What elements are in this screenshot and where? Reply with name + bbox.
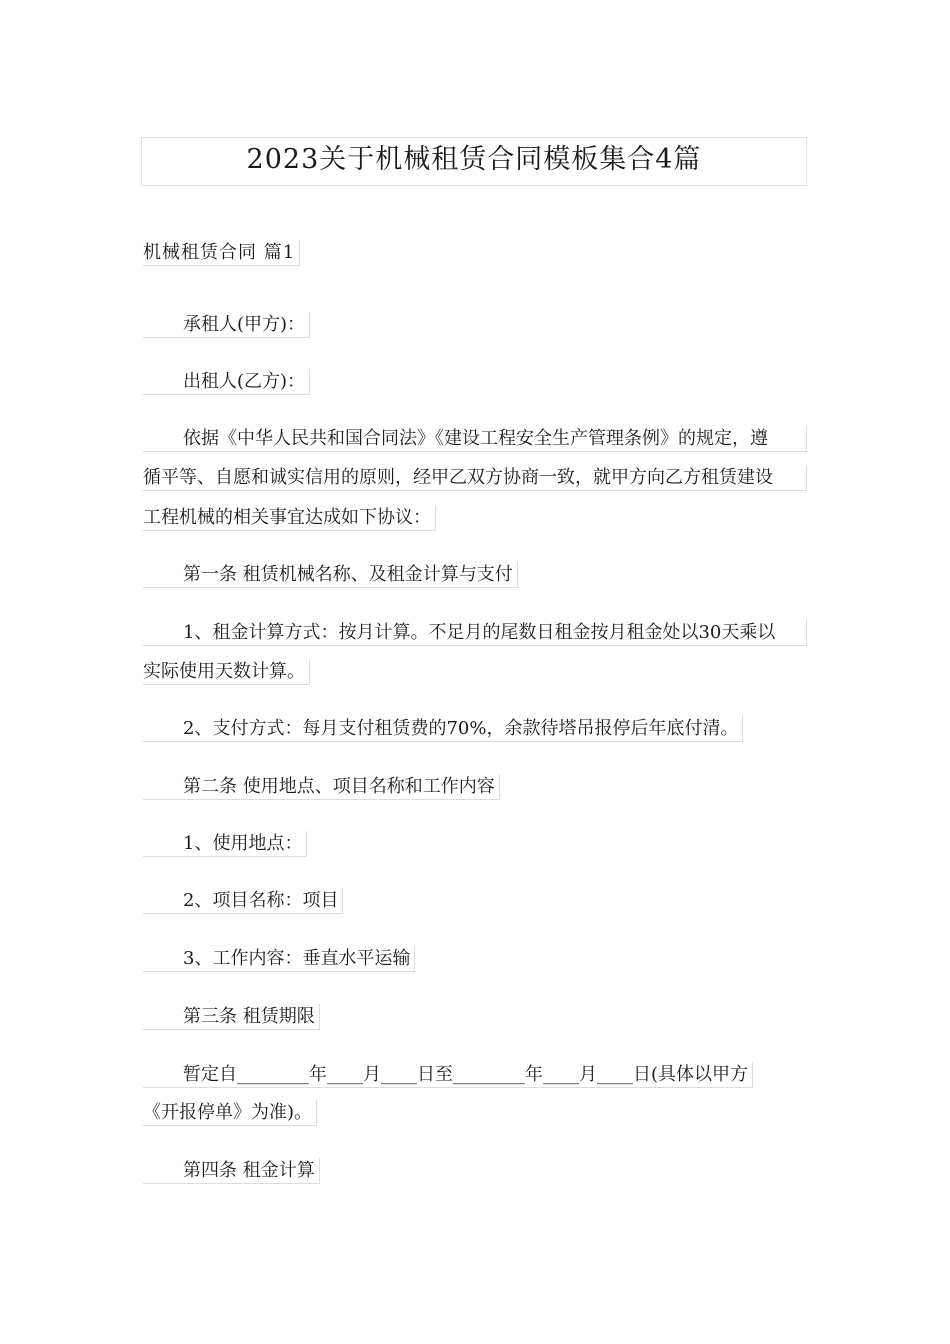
paragraph-line: 3、工作内容：垂直水平运输 — [143, 946, 415, 972]
paragraph-line: 2、项目名称：项目 — [143, 888, 343, 914]
paragraph-line: 承租人(甲方)： — [143, 312, 310, 338]
paragraph-line: 循平等、自愿和诚实信用的原则，经甲乙双方协商一致，就甲方向乙方租赁建设 — [143, 465, 807, 491]
paragraph-line: 暂定自________年____月____日至________年____月____日(具体以甲方 — [143, 1062, 753, 1088]
document-title: 2023关于机械租赁合同模板集合4篇 — [141, 137, 807, 186]
paragraph-line: 依据《中华人民共和国合同法》《建设工程安全生产管理条例》的规定，遵 — [143, 426, 807, 452]
article-heading: 第二条 使用地点、项目名称和工作内容 — [143, 774, 500, 800]
paragraph-line: 工程机械的相关事宜达成如下协议： — [143, 505, 436, 531]
section-heading: 机械租赁合同 篇1 — [143, 240, 300, 266]
paragraph-line: 2、支付方式：每月支付租赁费的70%，余款待塔吊报停后年底付清。 — [143, 716, 743, 742]
paragraph-line: 出租人(乙方)： — [143, 369, 310, 395]
article-heading: 第四条 租金计算 — [143, 1158, 320, 1184]
paragraph-line: 《开报停单》为准)。 — [143, 1100, 317, 1126]
article-heading: 第三条 租赁期限 — [143, 1004, 320, 1030]
paragraph-line: 1、使用地点： — [143, 831, 307, 857]
article-heading: 第一条 租赁机械名称、及租金计算与支付 — [143, 562, 518, 588]
paragraph-line: 实际使用天数计算。 — [143, 659, 310, 685]
paragraph-line: 1、租金计算方式：按月计算。不足月的尾数日租金按月租金处以30天乘以 — [143, 620, 807, 646]
